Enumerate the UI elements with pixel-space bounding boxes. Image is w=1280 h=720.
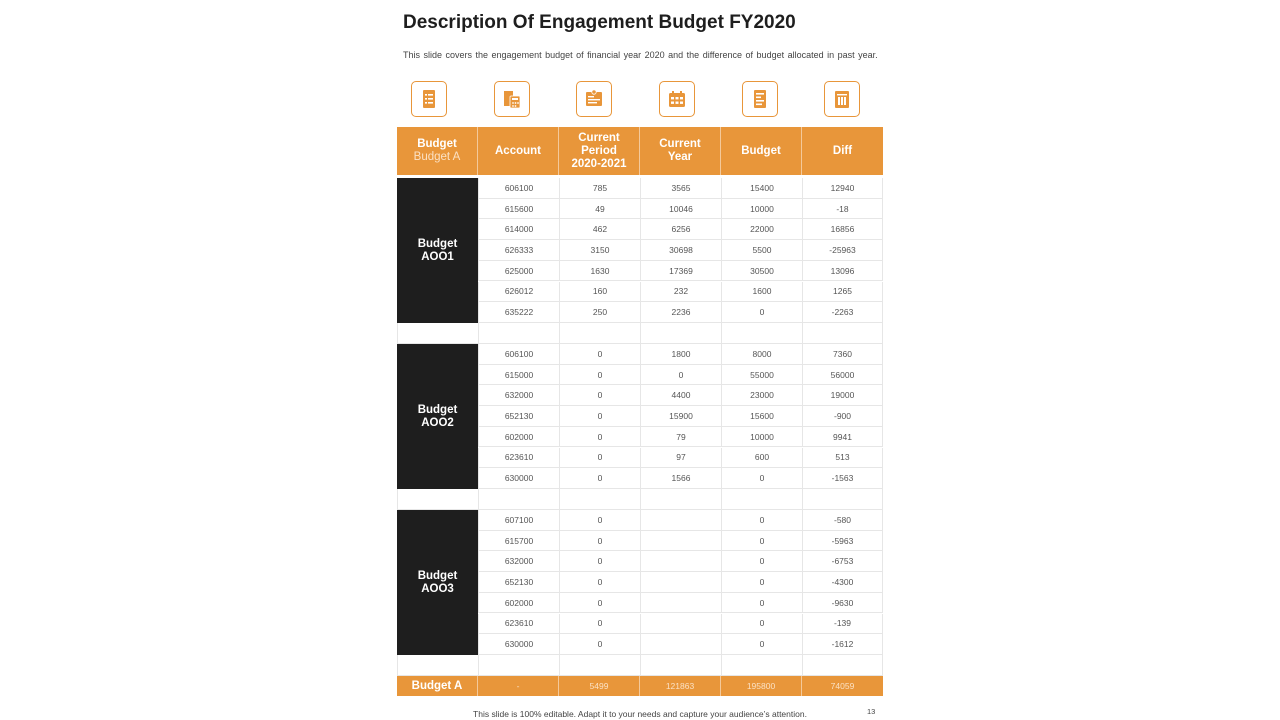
table-cell: -6753 <box>802 551 883 571</box>
table-cell: 15400 <box>721 178 802 198</box>
table-cell: 6256 <box>640 219 721 239</box>
table-cell: 1566 <box>640 468 721 488</box>
table-cell: 0 <box>721 634 802 654</box>
table-cell: 15600 <box>721 406 802 426</box>
table-cell: 625000 <box>478 261 559 281</box>
header-budget: Budget Budget A <box>397 127 478 175</box>
table-cell: -5963 <box>802 531 883 551</box>
table-cell: 8000 <box>721 344 802 364</box>
table-cell: -18 <box>802 199 883 219</box>
table-cell: -1563 <box>802 468 883 488</box>
table-cell: 1600 <box>721 282 802 302</box>
total-current-period: 5499 <box>559 676 640 696</box>
table-cell: -900 <box>802 406 883 426</box>
table-cell: 635222 <box>478 302 559 322</box>
table-cell: -4300 <box>802 572 883 592</box>
table-cell: 0 <box>559 448 640 468</box>
table-cell: 0 <box>721 531 802 551</box>
table-cell: 3565 <box>640 178 721 198</box>
total-current-year: 121863 <box>640 676 721 696</box>
table-row <box>478 531 883 552</box>
page-subtitle: This slide covers the engagement budget of financial year 2020 and the difference of budget allocated in past year. <box>403 50 878 60</box>
page-number: 13 <box>867 707 876 716</box>
table-cell: 5500 <box>721 240 802 260</box>
table-cell: 2236 <box>640 302 721 322</box>
spacer-cell <box>478 655 559 676</box>
table-cell <box>640 510 721 530</box>
table-row <box>478 261 883 282</box>
total-diff: 74059 <box>830 681 855 691</box>
invoice-icon <box>576 81 612 117</box>
table-cell: 606100 <box>478 178 559 198</box>
table-cell: 30500 <box>721 261 802 281</box>
table-cell: 160 <box>559 282 640 302</box>
table-cell: 652130 <box>478 406 559 426</box>
total-row <box>397 676 883 696</box>
table-cell: 22000 <box>721 219 802 239</box>
spacer-cell <box>640 323 721 344</box>
table-cell: 0 <box>559 551 640 571</box>
table-cell: 614000 <box>478 219 559 239</box>
table-cell: 55000 <box>721 365 802 385</box>
table-row <box>478 302 883 323</box>
table-cell <box>640 593 721 613</box>
table-cell: 9941 <box>802 427 883 447</box>
table-cell: 250 <box>559 302 640 322</box>
spacer-cell <box>397 323 478 344</box>
table-cell: 615700 <box>478 531 559 551</box>
table-cell: -1612 <box>802 634 883 654</box>
table-row <box>478 468 883 489</box>
table-row <box>478 385 883 406</box>
table-cell: 10046 <box>640 199 721 219</box>
spacer-cell <box>397 655 478 676</box>
table-cell: 0 <box>721 551 802 571</box>
table-cell <box>640 614 721 634</box>
table-cell: 23000 <box>721 385 802 405</box>
table-cell: 462 <box>559 219 640 239</box>
table-cell: 12940 <box>802 178 883 198</box>
spacer-cell <box>721 489 802 510</box>
table-cell <box>640 572 721 592</box>
group-label: Budget AOO3 <box>397 510 478 655</box>
table-row <box>478 572 883 593</box>
table-cell: 626333 <box>478 240 559 260</box>
table-cell: 30698 <box>640 240 721 260</box>
table-cell: 49 <box>559 199 640 219</box>
table-cell: 1265 <box>802 282 883 302</box>
table-cell: 0 <box>559 510 640 530</box>
table-cell: 0 <box>559 468 640 488</box>
table-cell: 0 <box>559 365 640 385</box>
table-cell: 232 <box>640 282 721 302</box>
header-diff: Diff <box>832 144 853 157</box>
calculator-building-icon <box>494 81 530 117</box>
spacer-cell <box>640 489 721 510</box>
table-row <box>478 551 883 572</box>
table-cell: 97 <box>640 448 721 468</box>
table-cell: 0 <box>721 468 802 488</box>
table-row <box>478 219 883 240</box>
table-cell: 606100 <box>478 344 559 364</box>
table-cell: 16856 <box>802 219 883 239</box>
table-header <box>397 127 883 175</box>
total-label: Budget A <box>397 676 478 696</box>
spacer-cell <box>802 655 883 676</box>
spacer-row <box>397 489 883 510</box>
table-cell: 1800 <box>640 344 721 364</box>
table-cell: 0 <box>559 531 640 551</box>
table-cell: 17369 <box>640 261 721 281</box>
table-row <box>478 634 883 655</box>
table-cell: 10000 <box>721 199 802 219</box>
group-label: Budget AOO2 <box>397 344 478 489</box>
table-row <box>478 427 883 448</box>
spacer-cell <box>478 489 559 510</box>
document-list-icon <box>411 81 447 117</box>
total-budget: 195800 <box>721 676 802 696</box>
total-account: - <box>478 676 559 696</box>
table-row <box>478 614 883 635</box>
table-row <box>478 365 883 386</box>
table-row <box>478 448 883 469</box>
table-cell: 19000 <box>802 385 883 405</box>
group-label: Budget AOO1 <box>397 178 478 323</box>
table-cell: 602000 <box>478 427 559 447</box>
report-icon <box>742 81 778 117</box>
spacer-cell <box>559 323 640 344</box>
spacer-cell <box>802 489 883 510</box>
header-account: Account <box>478 127 559 175</box>
table-cell: -9630 <box>802 593 883 613</box>
table-cell: 602000 <box>478 593 559 613</box>
table-row <box>478 240 883 261</box>
table-cell: 1630 <box>559 261 640 281</box>
table-cell: 0 <box>559 344 640 364</box>
page-title: Description Of Engagement Budget FY2020 <box>403 12 796 33</box>
table-cell: 0 <box>559 572 640 592</box>
table-cell: 56000 <box>802 365 883 385</box>
table-cell <box>640 634 721 654</box>
spacer-row <box>397 323 883 344</box>
table-row <box>478 282 883 303</box>
table-cell: 623610 <box>478 448 559 468</box>
table-cell: 3150 <box>559 240 640 260</box>
archive-icon <box>824 81 860 117</box>
table-cell: 0 <box>559 406 640 426</box>
header-current-period: Current Period 2020-2021 <box>559 127 640 175</box>
table-cell <box>640 531 721 551</box>
table-cell: 632000 <box>478 385 559 405</box>
spacer-row <box>397 655 883 676</box>
table-row <box>478 593 883 614</box>
table-cell: 0 <box>640 365 721 385</box>
table-cell: 615000 <box>478 365 559 385</box>
table-cell: 513 <box>802 448 883 468</box>
table-cell: 0 <box>559 427 640 447</box>
table-cell: 615600 <box>478 199 559 219</box>
table-cell: 0 <box>559 593 640 613</box>
spacer-cell <box>559 655 640 676</box>
spacer-cell <box>478 323 559 344</box>
table-cell: 0 <box>721 593 802 613</box>
table-cell: 13096 <box>802 261 883 281</box>
table-cell: 0 <box>559 614 640 634</box>
footer-note: This slide is 100% editable. Adapt it to your needs and capture your audience’s attention. <box>473 709 807 719</box>
table-cell: 623610 <box>478 614 559 634</box>
table-row <box>478 510 883 531</box>
spacer-cell <box>640 655 721 676</box>
table-row <box>478 344 883 365</box>
table-cell: 15900 <box>640 406 721 426</box>
table-cell: 785 <box>559 178 640 198</box>
table-cell: 0 <box>559 634 640 654</box>
header-budget-col: Budget <box>721 127 802 175</box>
spacer-cell <box>721 323 802 344</box>
table-cell: 0 <box>721 614 802 634</box>
table-cell: -25963 <box>802 240 883 260</box>
table-row <box>478 199 883 220</box>
table-cell: 0 <box>721 302 802 322</box>
table-cell: 600 <box>721 448 802 468</box>
table-cell: -2263 <box>802 302 883 322</box>
table-cell: 0 <box>721 510 802 530</box>
table-cell: 630000 <box>478 634 559 654</box>
table-cell: 632000 <box>478 551 559 571</box>
table-row <box>478 178 883 199</box>
table-row <box>478 406 883 427</box>
table-cell: -580 <box>802 510 883 530</box>
table-cell: 10000 <box>721 427 802 447</box>
table-cell: 630000 <box>478 468 559 488</box>
header-current-year: Current Year <box>640 127 721 175</box>
table-cell: 0 <box>559 385 640 405</box>
table-cell: 626012 <box>478 282 559 302</box>
spacer-cell <box>802 323 883 344</box>
table-cell: 4400 <box>640 385 721 405</box>
table-cell <box>640 551 721 571</box>
spacer-cell <box>397 489 478 510</box>
table-cell: 7360 <box>802 344 883 364</box>
table-cell: 79 <box>640 427 721 447</box>
table-cell: 652130 <box>478 572 559 592</box>
table-cell: 0 <box>721 572 802 592</box>
calendar-icon <box>659 81 695 117</box>
spacer-cell <box>721 655 802 676</box>
table-cell: -139 <box>802 614 883 634</box>
spacer-cell <box>559 489 640 510</box>
table-cell: 607100 <box>478 510 559 530</box>
